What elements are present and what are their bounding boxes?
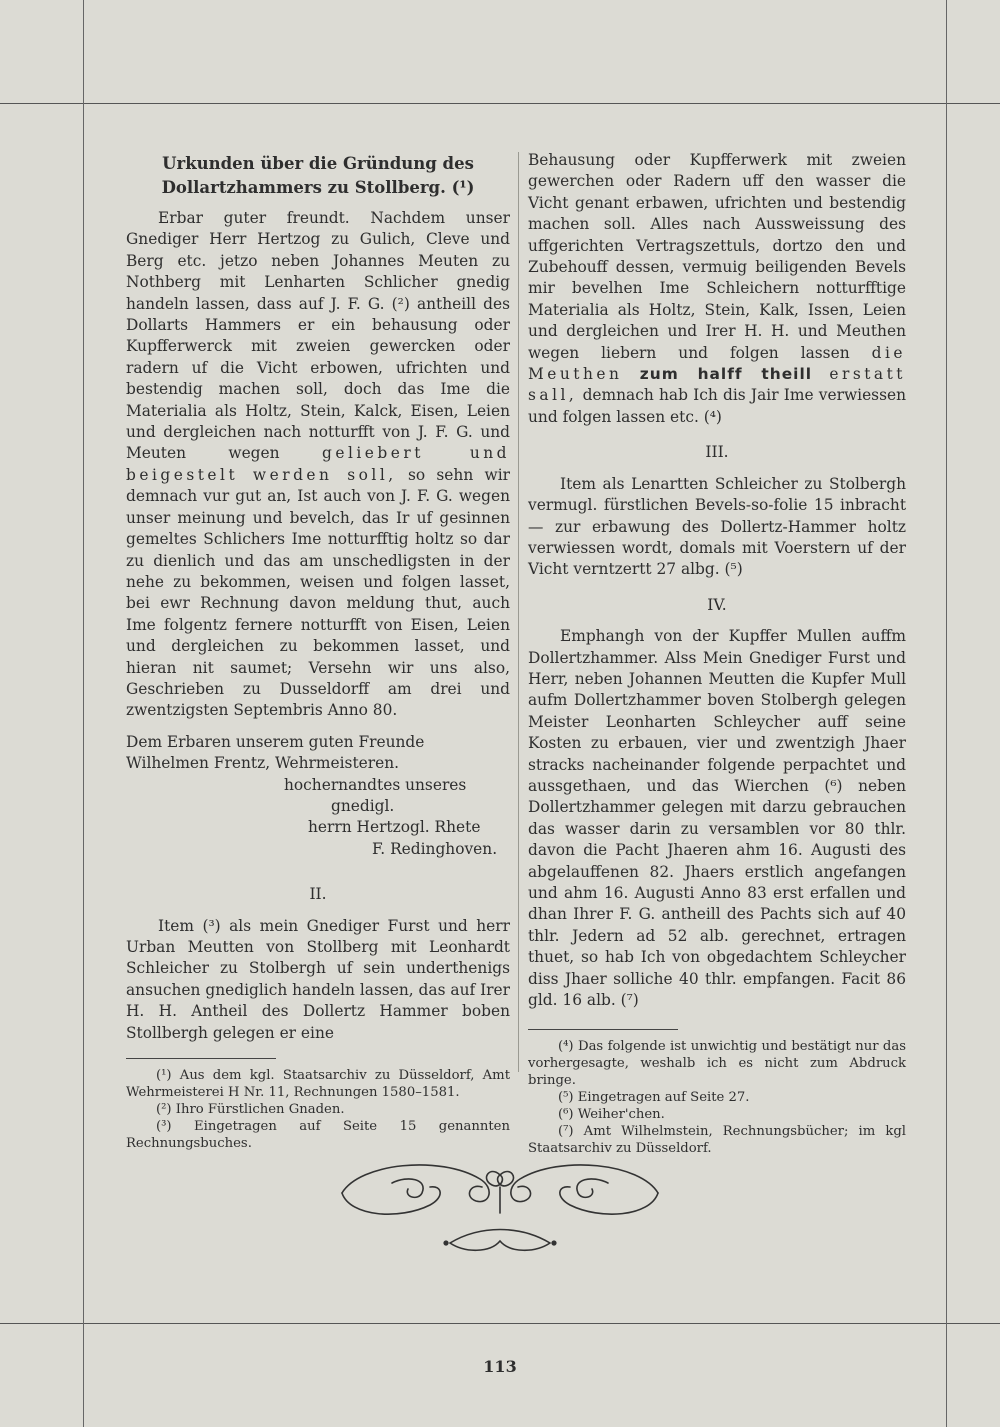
right-column	[528, 150, 906, 1157]
footnote-rule	[528, 1029, 678, 1030]
ornament-flourish-icon	[330, 1135, 670, 1270]
right-frame-line	[946, 0, 947, 1427]
left-frame-line	[83, 0, 84, 1427]
letter-paragraph: Erbar guter freundt. Nachdem unser Gnediger Herr Hertzog zu Gulich, Cleve und Berg etc. jetzo neben Johannes Meuten zu Nothberg mit Lenharten Schlicher gnedig handeln lassen, dass auf J. F. G. (²) antheill des Dollarts Hammers er ein behausung oder Kupfferwerck mit zweien gewercken oder radern uf die Vicht erbowen, ufrichten und bestendig machen soll, doch das Ime die Materialia als Holtz, Stein, Kalck, Eisen, Leien und dergleichen nach notturfft von J. F. G. und Meuten wegen geliebert und beigestelt werden soll, so sehn wir demnach vur gut an, Ist auch von J. F. G. wegen unser meinung und bevelch, das Ir uf gesinnen gemeltes Schlichers Ime notturfftig holtz so dar zu dienlich und das am unschedligsten in der nehe zu bekommen, weisen und folgen lasset, bei ewr Rechnung davon meldung thut, auch Ime folgentz fernere notturfft von Eisen, Leien und dergleichen zu bekommen lasset, und hieran nit saumet; Versehn wir uns also, Geschrieben zu Dusseldorff am drei und zwentzigsten Septembris Anno 80.	[126, 209, 510, 720]
section-iv-paragraph: Emphangh von der Kupffer Mullen auffm Dollertzhammer. Alss Mein Gnediger Furst und Herr, neben Johannen Meutten die Kupfer Mull aufm Dollertzhammer boven Stolbergh gelegen Meister Leonharten Schleycher auff seine Kosten zu erbauen, vier und zwentzigh Jhaer stracks nacheinander folgende perpachtet und aussgethaen, und das Wierchen (⁶) neben Dollertzhammer gelegen mit darzu gebrauchen das wasser darin zu versamblen vor 80 thlr. davon die Pacht Jhaeren ahm 16. Augusti des abgelauffenen 82. Jhaers erstlich angefangen und ahm 16. Augusti Anno 83 erst erfallen und dhan Ihrer F. G. antheill des Pachts sich auf 40 thlr. Jedern ad 52 alb. gerechnet, ertragen thuet, so hab Ich von obgedachtem Schleycher diss Jhaer solliche 40 thlr. empfangen. Facit 86 gld. 16 alb. (⁷)	[528, 627, 906, 1010]
section-heading-iv: IV.	[707, 595, 727, 614]
footnote-rule	[126, 1058, 276, 1059]
page-number: 113	[483, 1357, 517, 1376]
section-heading-iii: III.	[705, 443, 729, 462]
section-iii-paragraph: Item als Lenartten Schleicher zu Stolbergh vermugl. fürstlichen Bevels-so-folie 15 inbracht — zur erbawung des Dollertz-Hammer holtz verwiessen wordt, domals mit Voerstern uf der Vicht verntzertt 27 albg. (⁵)	[528, 474, 906, 579]
section-heading-ii: II.	[309, 885, 327, 904]
column-divider	[518, 152, 519, 1072]
address-block: Dem Erbaren unserem guten Freunde Wilhelmen Frentz, Wehrmeisteren. hochernandtes unseres gnedigl. herrn Hertzogl. Rhete F. Redinghoven.	[126, 732, 498, 858]
footnotes-right: (⁴) Das folgende ist unwichtig und bestätigt nur das vorhergesagte, weshalb ich es nicht zum Abdruck bringe. (⁵) Eingetragen auf Seite 27. (⁶) Weiher'chen. (⁷) Amt Wilhelmstein, Rechnungsbücher; im kgl Staatsarchiv zu Düsseldorf.	[528, 1039, 906, 1157]
left-column	[126, 150, 510, 1152]
page-title: Urkunden über die Gründung des Dollartzhammers zu Stollberg. (¹)	[161, 154, 475, 197]
footnotes-left: (¹) Aus dem kgl. Staatsarchiv zu Düsseldorf, Amt Wehrmeisterei H Nr. 11, Rechnungen 1580–1581. (²) Ihro Fürstlichen Gnaden. (³) Eingetragen auf Seite 15 genannten Rechnungsbuches.	[126, 1068, 510, 1152]
continued-paragraph: Behausung oder Kupfferwerk mit zweien gewerchen oder Radern uff den wasser die Vicht genant erbawen, ufrichten und bestendig machen soll. Alles nach Aussweissung des uffgerichten Vertragszettuls, dortzo den und Zubehouff dessen, vermuig beiligenden Bevels mir bevelhen Ime Schleichern notturfftige Materialia als Holtz, Stein, Kalk, Issen, Leien und dergleichen und Irer H. H. und Meuthen wegen liebern und folgen lassen die Meuthen zum halff theill erstatt sall, demnach hab Ich dis Jair Ime verwiessen und folgen lassen etc. (⁴)	[528, 151, 906, 426]
top-frame-line	[0, 103, 1000, 104]
section-ii-paragraph: Item (³) als mein Gnediger Furst und herr Urban Meutten von Stollberg mit Leonhardt Schleicher zu Stolbergh uf sein underthenigs ansuchen gnediglich handeln lassen, das auf Irer H. H. Antheil des Dollertz Hammer boben Stollbergh gelegen er eine	[126, 916, 510, 1042]
bottom-frame-line	[0, 1323, 1000, 1324]
